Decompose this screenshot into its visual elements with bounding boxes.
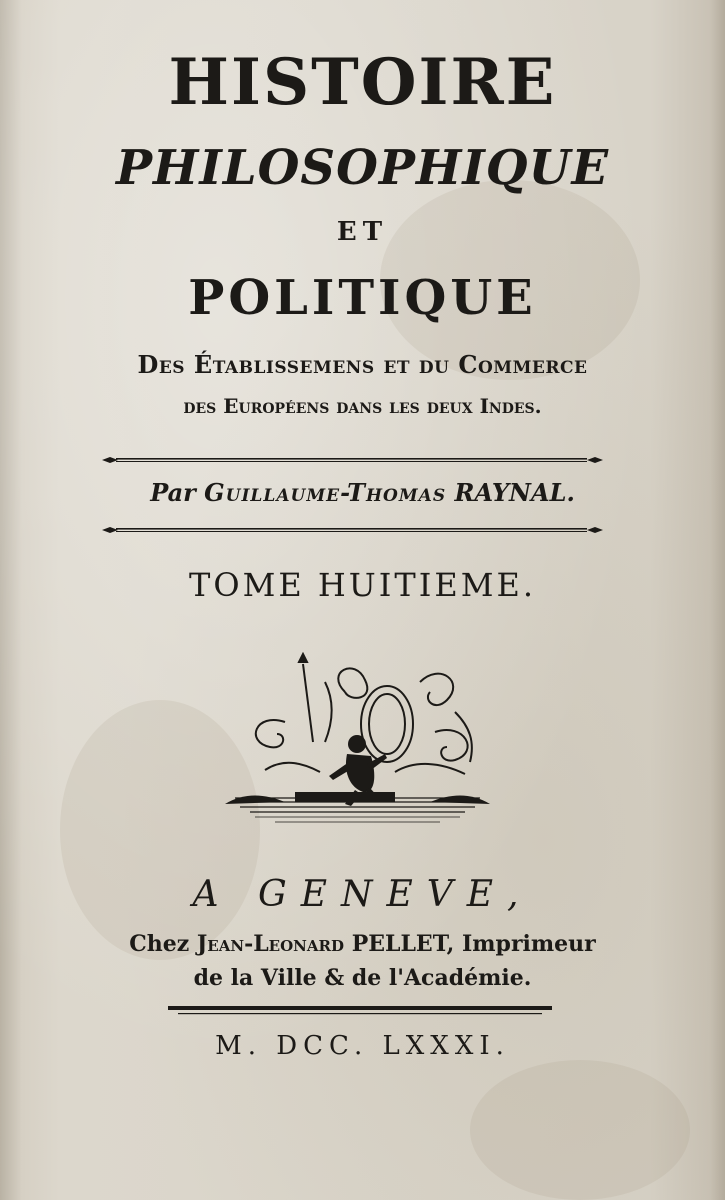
imprint-printer-prefix: Chez (129, 931, 190, 957)
title-line-histoire: HISTOIRE (168, 45, 557, 120)
imprint-printer-role: , Imprimeur (446, 931, 596, 957)
decorative-rule-icon (168, 1004, 552, 1018)
imprint-academy-line: de la Ville & de l'Académie. (193, 965, 532, 991)
publication-date: M. DCC. LXXXI. (215, 1031, 510, 1061)
subtitle-line-2: des Européens dans les deux Indes. (183, 394, 542, 418)
decorative-rule-icon (100, 456, 605, 464)
author-prefix: Par (150, 478, 196, 507)
title-line-philosophique: PHILOSOPHIQUE (115, 140, 610, 196)
cherub-vignette-icon (225, 652, 490, 832)
title-line-et: ET (336, 217, 389, 247)
imprint-printer-line (0, 930, 725, 958)
decorative-rule-icon (100, 526, 605, 534)
volume-line: TOME HUITIEME. (188, 566, 537, 604)
subtitle-line-1: Des Établissemens et du Commerce (137, 350, 588, 379)
paper-stain (470, 1060, 690, 1200)
author-surname: RAYNAL. (454, 478, 575, 507)
imprint-printer-surname: PELLET (351, 931, 447, 957)
author-line (0, 478, 725, 508)
title-line-politique: POLITIQUE (188, 270, 537, 326)
imprint-printer-name: Jean-Leonard (196, 931, 345, 957)
imprint-city: A GENEVE, (192, 874, 533, 915)
author-name: Guillaume-Thomas (204, 478, 447, 507)
